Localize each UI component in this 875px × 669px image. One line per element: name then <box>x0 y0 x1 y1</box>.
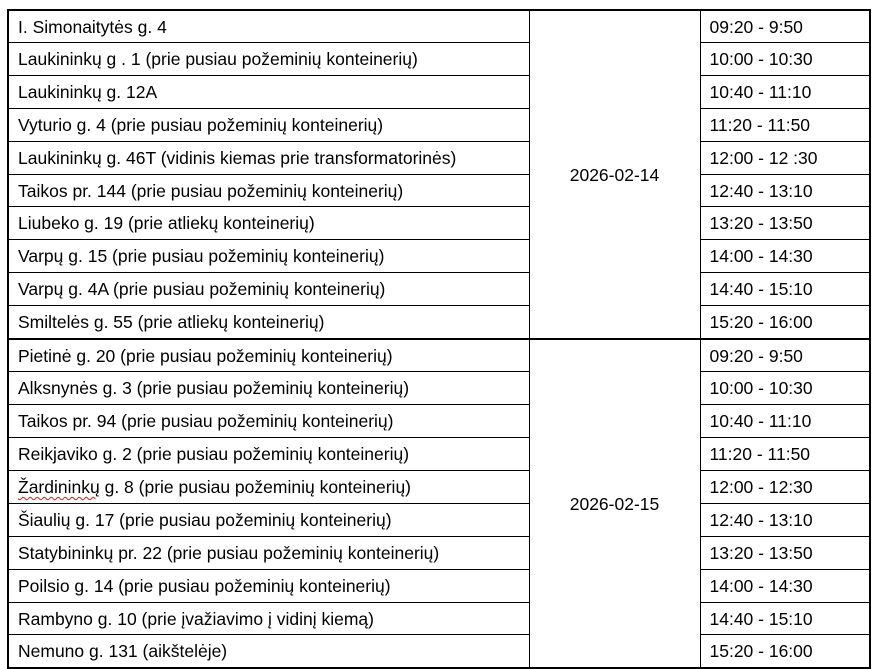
address-cell: Taikos pr. 94 (prie pusiau požeminių konteinerių) <box>8 405 529 438</box>
address-cell: Liubeko g. 19 (prie atliekų konteinerių) <box>8 207 529 240</box>
address-cell: Smiltelės g. 55 (prie atliekų konteinerių) <box>8 306 529 340</box>
address-cell: Statybininkų pr. 22 (prie pusiau požeminių konteinerių) <box>8 537 529 570</box>
table-row <box>8 142 870 175</box>
table-row <box>8 603 870 635</box>
address-cell: Reikjaviko g. 2 (prie pusiau požeminių konteinerių) <box>8 438 529 471</box>
table-row <box>8 372 870 405</box>
time-cell: 13:20 - 13:50 <box>700 207 870 240</box>
address-cell: Varpų g. 4A (prie pusiau požeminių konteinerių) <box>8 273 529 306</box>
address-cell: Laukininkų g. 46T (vidinis kiemas prie transformatorinės) <box>8 142 529 175</box>
address-cell: Poilsio g. 14 (prie pusiau požeminių konteinerių) <box>8 570 529 603</box>
address-cell: Pietinė g. 20 (prie pusiau požeminių konteinerių) <box>8 339 529 372</box>
table-row <box>8 438 870 471</box>
time-cell: 10:40 - 11:10 <box>700 76 870 109</box>
time-cell: 12:40 - 13:10 <box>700 175 870 207</box>
table-row <box>8 537 870 570</box>
address-text: g. 8 (prie pusiau požeminių konteinerių) <box>99 477 412 497</box>
address-cell: Taikos pr. 144 (prie pusiau požeminių konteinerių) <box>8 175 529 207</box>
time-cell: 10:00 - 10:30 <box>700 372 870 405</box>
table-row <box>8 405 870 438</box>
schedule-table <box>7 9 871 669</box>
time-cell: 09:20 - 9:50 <box>700 339 870 372</box>
table-row <box>8 339 870 372</box>
address-cell: Laukininkų g . 1 (prie pusiau požeminių konteinerių) <box>8 43 529 76</box>
table-row <box>8 10 870 43</box>
table-row <box>8 175 870 207</box>
time-cell: 12:00 - 12:30 <box>700 471 870 504</box>
time-cell: 14:40 - 15:10 <box>700 273 870 306</box>
time-cell: 11:20 - 11:50 <box>700 109 870 142</box>
table-row <box>8 306 870 340</box>
spellcheck-word: Žardininkų <box>18 477 100 497</box>
time-cell: 11:20 - 11:50 <box>700 438 870 471</box>
time-cell: 14:00 - 14:30 <box>700 240 870 273</box>
date-cell: 2026-02-14 <box>529 10 700 339</box>
time-cell: 13:20 - 13:50 <box>700 537 870 570</box>
time-cell: 12:00 - 12 :30 <box>700 142 870 175</box>
table-row <box>8 635 870 669</box>
address-cell: Nemuno g. 131 (aikštelėje) <box>8 635 529 669</box>
time-cell: 10:00 - 10:30 <box>700 43 870 76</box>
address-cell: I. Simonaitytės g. 4 <box>8 10 529 43</box>
time-cell: 15:20 - 16:00 <box>700 635 870 669</box>
address-cell: Rambyno g. 10 (prie įvažiavimo į vidinį kiemą) <box>8 603 529 635</box>
table-row <box>8 76 870 109</box>
address-cell: Alksnynės g. 3 (prie pusiau požeminių konteinerių) <box>8 372 529 405</box>
table-row <box>8 504 870 537</box>
time-cell: 14:00 - 14:30 <box>700 570 870 603</box>
address-cell: Varpų g. 15 (prie pusiau požeminių konteinerių) <box>8 240 529 273</box>
address-cell: Vyturio g. 4 (prie pusiau požeminių konteinerių) <box>8 109 529 142</box>
table-row <box>8 471 870 504</box>
time-cell: 14:40 - 15:10 <box>700 603 870 635</box>
table-row <box>8 207 870 240</box>
date-cell: 2026-02-15 <box>529 339 700 668</box>
table-row <box>8 570 870 603</box>
table-row <box>8 43 870 76</box>
time-cell: 10:40 - 11:10 <box>700 405 870 438</box>
time-cell: 12:40 - 13:10 <box>700 504 870 537</box>
table-row <box>8 273 870 306</box>
time-cell: 09:20 - 9:50 <box>700 10 870 43</box>
table-row <box>8 240 870 273</box>
address-cell: Šiaulių g. 17 (prie pusiau požeminių konteinerių) <box>8 504 529 537</box>
address-cell <box>8 471 529 504</box>
address-cell: Laukininkų g. 12A <box>8 76 529 109</box>
table-row <box>8 109 870 142</box>
time-cell: 15:20 - 16:00 <box>700 306 870 340</box>
